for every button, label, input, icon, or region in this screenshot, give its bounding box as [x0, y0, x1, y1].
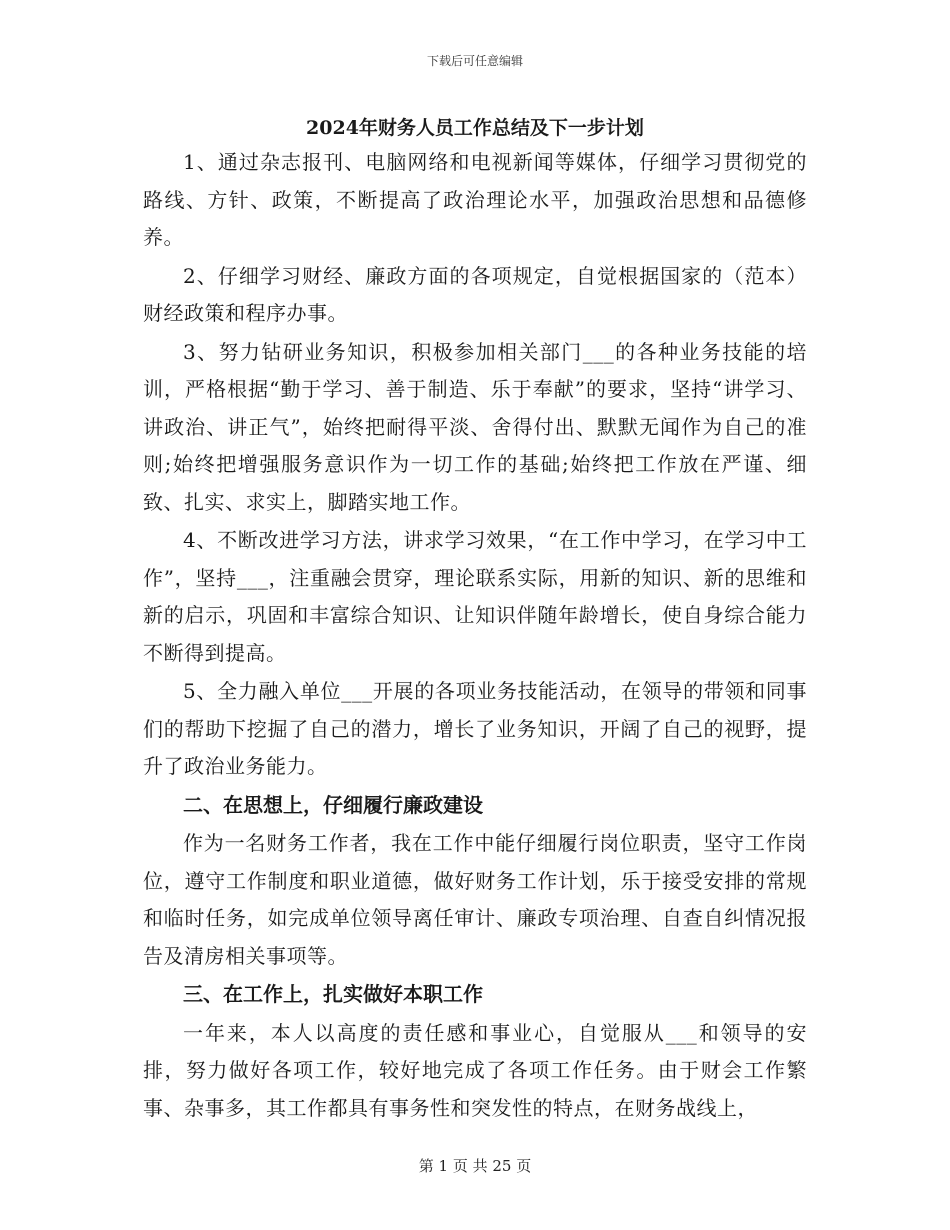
page-header-note: 下载后可任意编辑 — [426, 54, 523, 68]
paragraph-7: 一年来，本人以高度的责任感和事业心，自觉服从___和领导的安排，努力做好各项工作，较好地完成了各项工作任务。由于财会工作繁事、杂事多，其工作都具有事务性和突发性的特点，在财务战线上， — [143, 1020, 807, 1120]
paragraph-6: 作为一名财务工作者，我在工作中能仔细履行岗位职责，坚守工作岗位，遵守工作制度和职业道德，做好财务工作计划，乐于接受安排的常规和临时任务，如完成单位领导离任审计、廉政专项治理、自查自纠情况报告及清房相关事项等。 — [143, 831, 807, 968]
paragraph-4: 4、不断改进学习方法，讲求学习效果，“在工作中学习，在学习中工作”，坚持___，注重融会贯穿，理论联系实际，用新的知识、新的思维和新的启示，巩固和丰富综合知识、让知识伴随年龄增长，使自身综合能力不断得到提高。 — [143, 528, 807, 665]
page-number-footer: 第 1 页 共 25 页 — [418, 1157, 532, 1175]
document-title: 2024年财务人员工作总结及下一步计划 — [306, 117, 644, 139]
document-body — [143, 112, 807, 1128]
section-heading-3: 三、在工作上，扎实做好本职工作 — [183, 982, 483, 1006]
paragraph-2: 2、仔细学习财经、廉政方面的各项规定，自觉根据国家的（范本）财经政策和程序办事。 — [143, 263, 807, 325]
section-heading-2: 二、在思想上，仔细履行廉政建设 — [183, 792, 483, 817]
paragraph-5: 5、全力融入单位___开展的各项业务技能活动，在领导的带领和同事们的帮助下挖掘了自己的潜力，增长了业务知识，开阔了自己的视野，提升了政治业务能力。 — [143, 679, 807, 778]
paragraph-3: 3、努力钻研业务知识，积极参加相关部门___的各种业务技能的培训，严格根据“勤于学习、善于制造、乐于奉献”的要求，坚持“讲学习、讲政治、讲正气”，始终把耐得平淡、舍得付出、默默无闻作为自己的准则;始终把增强服务意识作为一切工作的基础;始终把工作放在严谨、细致、扎实、求实上，脚踏实地工作。 — [143, 339, 807, 514]
paragraph-1: 1、通过杂志报刊、电脑网络和电视新闻等媒体，仔细学习贯彻党的路线、方针、政策，不断提高了政治理论水平，加强政治思想和品德修养。 — [143, 150, 807, 249]
